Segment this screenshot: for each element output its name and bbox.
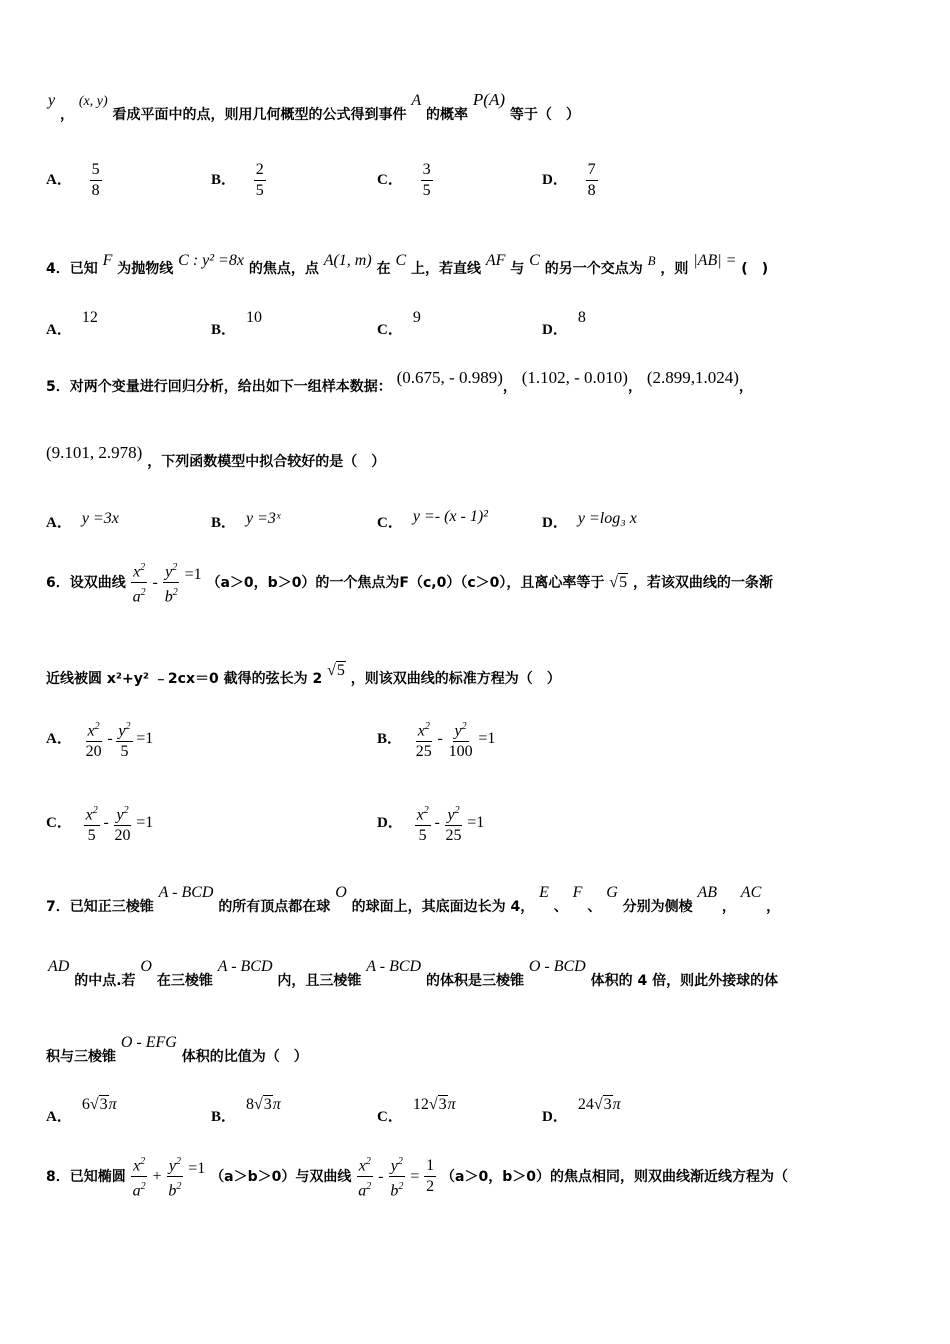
data-point-1: (0.675, - 0.989)	[396, 368, 503, 387]
numerator: $y^2$	[116, 717, 132, 742]
radicand: 3	[263, 1096, 272, 1113]
q7-option-c[interactable]	[377, 1096, 456, 1126]
radicand: 3	[99, 1096, 108, 1113]
denominator: $a^2$	[132, 1181, 146, 1200]
option-value: 10	[246, 309, 263, 326]
option-label: A．	[46, 515, 72, 531]
numerator: $y^2$	[389, 1152, 405, 1177]
option-label: C．	[377, 322, 403, 338]
option-label: B．	[211, 171, 237, 188]
math-event-a: A	[411, 92, 422, 109]
q3-option-a[interactable]	[46, 160, 102, 201]
option-label: C．	[377, 515, 403, 531]
fraction	[254, 160, 266, 201]
denominator: 2	[426, 1178, 435, 1196]
denominator: 5	[120, 743, 129, 761]
comma: ，	[627, 379, 642, 395]
math-parabola: C : y² =8x	[178, 252, 244, 269]
option-label: C．	[377, 171, 403, 188]
q6-text: 近线被圆 x²+y² ﹣2cx＝0 截得的弦长为 2	[46, 671, 323, 687]
pi: π	[612, 1096, 621, 1113]
q7-text: 的所有顶点都在球	[218, 899, 331, 915]
coefficient: 8	[246, 1096, 255, 1113]
q7-stem-line2	[48, 958, 779, 990]
option-label: A．	[46, 322, 72, 338]
minus-sign: -	[152, 573, 158, 591]
sqrt: √3	[428, 1096, 447, 1113]
math-af: AF	[485, 252, 506, 269]
option-label: D．	[542, 515, 568, 531]
minus-sign: -	[434, 814, 440, 832]
q6-text: ，则该双曲线的标准方程为（ ）	[350, 671, 561, 687]
q5-option-c[interactable]	[377, 508, 488, 532]
option-label: D．	[542, 171, 568, 188]
option-label: A．	[46, 1109, 72, 1125]
q7-text: 积与三棱锥	[46, 1049, 116, 1065]
math-o: O	[140, 958, 152, 975]
numerator: 2	[254, 160, 266, 181]
numerator: $x^2$	[86, 717, 102, 742]
q5-stem-line2	[46, 443, 386, 471]
q4-text: 在	[376, 261, 391, 277]
q5-option-a[interactable]	[46, 511, 119, 532]
plus-sign: +	[152, 1167, 162, 1185]
q7-text: 的中点.若	[74, 973, 136, 989]
denominator: 100	[448, 743, 473, 761]
q6-option-c[interactable]	[46, 801, 153, 846]
comma: ，	[502, 379, 517, 395]
q8-text: 8．已知椭圆	[46, 1168, 126, 1185]
option-value	[246, 1096, 281, 1113]
q6-text: （a＞0，b＞0）的一个焦点为F（c,0）（c＞0），且离心率等于	[206, 574, 605, 591]
sqrt: √3	[254, 1096, 272, 1113]
denominator: 5	[418, 827, 427, 845]
q4-text: 与	[510, 261, 525, 277]
q3-option-d[interactable]	[542, 160, 598, 201]
numerator: 7	[586, 160, 598, 181]
q5-text: 5．对两个变量进行回归分析，给出如下一组样本数据：	[46, 379, 392, 395]
pi: π	[272, 1096, 281, 1113]
option-label: D．	[542, 1109, 568, 1125]
equals-one: =1	[188, 1159, 206, 1177]
pi: π	[447, 1096, 456, 1113]
coefficient: 12	[412, 1096, 429, 1113]
q5-option-d[interactable]	[542, 511, 637, 532]
equals-one: =1	[184, 565, 202, 583]
denominator: 25	[415, 743, 432, 761]
q5-stem-line1	[46, 368, 753, 396]
q7-text: 7．已知正三棱锥	[46, 899, 154, 915]
numerator: $x^2$	[415, 801, 431, 826]
q4-option-c[interactable]	[377, 309, 421, 339]
numerator: 3	[421, 160, 433, 181]
q7-text: 、	[553, 899, 568, 915]
math-c: C	[395, 252, 407, 269]
fraction	[84, 717, 104, 762]
option-label: B．	[211, 322, 237, 338]
numerator: $x^2$	[357, 1152, 373, 1177]
comma: ，	[59, 107, 74, 123]
q6-option-d[interactable]	[377, 801, 484, 846]
math-pyramid: A - BCD	[217, 958, 273, 975]
option-label: B．	[211, 515, 237, 531]
fraction-y2-b2	[166, 1152, 183, 1202]
denominator: $b^2$	[164, 587, 178, 606]
option-label: D．	[542, 322, 568, 338]
q6-stem-line2	[46, 662, 561, 688]
numerator: $y^2$	[445, 801, 461, 826]
minus-sign: -	[103, 814, 109, 832]
math-pyramid-o: O - BCD	[528, 958, 586, 975]
q4-text: ，则	[660, 261, 689, 277]
denominator: 8	[587, 182, 596, 199]
q6-option-a[interactable]	[46, 717, 153, 762]
q4-text: ( )	[741, 261, 769, 277]
minus-sign: -	[107, 730, 113, 748]
denominator: $b^2$	[390, 1181, 404, 1200]
math-point-a: A(1, m)	[323, 252, 372, 269]
numerator: $x^2$	[131, 1152, 147, 1177]
fraction-y2-b2	[163, 558, 180, 608]
option-label: A．	[46, 731, 72, 748]
option-label: A．	[46, 171, 72, 188]
option-value: y =log₃ x	[577, 510, 637, 527]
denominator: 25	[445, 827, 462, 845]
equals-one: =1	[478, 730, 496, 748]
fraction	[447, 717, 475, 762]
math-ab: AB	[697, 884, 718, 901]
q7-option-b[interactable]	[211, 1096, 281, 1126]
pi: π	[108, 1096, 117, 1113]
option-value: y =3x	[81, 510, 119, 527]
denominator: 8	[91, 182, 100, 199]
fraction	[415, 801, 431, 846]
equals-one: =1	[136, 814, 154, 832]
denominator: 20	[114, 827, 131, 845]
q7-text: 体积的 4 倍，则此外接球的体	[590, 973, 779, 989]
math-o: O	[335, 884, 347, 901]
denominator: $a^2$	[132, 587, 146, 606]
math-e: E	[539, 884, 549, 901]
fraction-x2-a2	[131, 558, 148, 608]
data-point-4: (9.101, 2.978)	[46, 443, 143, 462]
sqrt: √3	[89, 1096, 108, 1113]
fraction-half	[424, 1156, 436, 1197]
q7-text: 、	[587, 899, 602, 915]
q7-option-d[interactable]	[542, 1096, 621, 1126]
q4-text: 为抛物线	[117, 261, 174, 277]
q5-option-b[interactable]	[211, 511, 280, 532]
numerator: $y^2$	[453, 717, 469, 742]
equals-sign: =	[410, 1167, 420, 1185]
q6-stem-line1	[46, 558, 773, 608]
numerator: $y^2$	[167, 1152, 183, 1177]
q7-text: ，	[721, 899, 736, 915]
fraction	[444, 801, 464, 846]
option-value: 12	[81, 309, 98, 326]
q7-option-a[interactable]	[46, 1096, 117, 1126]
q3-option-c[interactable]	[377, 160, 433, 201]
minus-sign: -	[378, 1167, 384, 1185]
math-ad: AD	[48, 958, 70, 975]
q7-text: 的球面上，其底面边长为 4，	[351, 899, 535, 915]
option-value	[578, 1096, 621, 1113]
equals-one: =1	[136, 730, 154, 748]
q7-stem-line3	[46, 1034, 308, 1066]
numerator: 5	[90, 160, 102, 181]
math-pyramid: A - BCD	[158, 884, 214, 901]
math-pyramid: A - BCD	[366, 958, 422, 975]
q3-stem-line	[48, 90, 580, 124]
q6-text: 6．设双曲线	[46, 574, 126, 591]
math-pyramid-oefg: O - EFG	[120, 1034, 177, 1051]
q8-text: （a＞0，b＞0）的焦点相同，则双曲线渐近线方程为（	[441, 1168, 788, 1185]
math-f: F	[102, 252, 113, 269]
fraction-y2-b2	[388, 1152, 405, 1202]
option-label: C．	[377, 1109, 403, 1125]
data-point-2: (1.102, - 0.010)	[521, 368, 628, 387]
sqrt-5: √5	[327, 662, 345, 679]
numerator: $x^2$	[84, 801, 100, 826]
q7-text: 在三棱锥	[156, 973, 213, 989]
option-value: 8	[577, 309, 586, 326]
q3-option-b[interactable]	[211, 160, 266, 201]
q4-text: 的另一个交点为	[544, 261, 643, 277]
q4-option-a[interactable]	[46, 309, 98, 339]
fraction-x2-a2	[131, 1152, 148, 1202]
fraction	[421, 160, 433, 201]
q7-text: 的体积是三棱锥	[425, 973, 524, 989]
q4-stem	[46, 252, 769, 278]
q4-text: 4．已知	[46, 261, 98, 277]
option-label: D．	[377, 815, 403, 832]
q3-text-3: 等于（ ）	[509, 107, 580, 123]
coefficient: 24	[577, 1096, 594, 1113]
math-g: G	[606, 884, 618, 901]
math-ac: AC	[740, 884, 762, 901]
fraction	[90, 160, 102, 201]
denominator: 5	[422, 182, 431, 199]
option-value	[413, 1096, 456, 1113]
denominator: $b^2$	[168, 1181, 182, 1200]
math-prob: P(A)	[472, 90, 505, 109]
denominator: $a^2$	[358, 1181, 372, 1200]
denominator: 5	[87, 827, 96, 845]
numerator: $x^2$	[416, 717, 432, 742]
numerator: $x^2$	[131, 558, 147, 583]
sqrt: √3	[593, 1096, 612, 1113]
math-point-xy: (x, y)	[78, 94, 108, 109]
option-value: 9	[412, 309, 421, 326]
math-f: F	[572, 884, 583, 901]
q7-stem-line1	[46, 884, 781, 916]
q5-text: ，下列函数模型中拟合较好的是（ ）	[147, 454, 386, 470]
q4-text: 上，若直线	[410, 261, 481, 277]
data-point-3: (2.899,1.024)	[646, 368, 739, 387]
option-value	[82, 1096, 117, 1113]
comma: ，	[738, 379, 753, 395]
q8-stem	[46, 1152, 788, 1202]
math-c: C	[529, 252, 540, 269]
math-y: y	[48, 92, 56, 109]
option-value: y =3ˣ	[246, 510, 281, 527]
q6-option-b[interactable]	[377, 717, 495, 762]
coefficient: 6	[81, 1096, 90, 1113]
math-b: B	[647, 253, 656, 268]
q6-text: ，若该双曲线的一条渐	[632, 574, 773, 591]
fraction	[84, 801, 100, 846]
fraction-x2-a2	[356, 1152, 373, 1202]
radicand: 3	[438, 1096, 447, 1113]
option-label: B．	[211, 1109, 237, 1125]
q4-text: 的焦点，点	[248, 261, 319, 277]
fraction	[586, 160, 598, 201]
denominator: 20	[85, 743, 102, 761]
denominator: 5	[255, 182, 264, 199]
option-label: B．	[377, 731, 403, 748]
q7-text: 内，且三棱锥	[277, 973, 362, 989]
option-label: C．	[46, 815, 72, 832]
fraction	[113, 801, 133, 846]
radicand: 3	[603, 1096, 612, 1113]
q7-text: 分别为侧棱	[622, 899, 693, 915]
equals-one: =1	[467, 814, 485, 832]
q8-text: （a＞b＞0）与双曲线	[210, 1168, 352, 1185]
math-ab-abs: |AB| =	[693, 252, 737, 269]
sqrt-5: √5	[609, 573, 628, 591]
numerator: $y^2$	[114, 801, 130, 826]
q3-text-1: 看成平面中的点，则用几何概型的公式得到事件	[112, 107, 407, 123]
q4-option-d[interactable]	[542, 309, 586, 339]
q7-text: ，	[766, 899, 781, 915]
q7-text: 体积的比值为（ ）	[181, 1049, 308, 1065]
q3-text-2: 的概率	[426, 107, 469, 123]
fraction	[116, 717, 132, 762]
option-value: y =- (x - 1)²	[412, 508, 488, 525]
fraction	[414, 717, 434, 762]
minus-sign: -	[437, 730, 443, 748]
numerator: $y^2$	[163, 558, 179, 583]
numerator: 1	[424, 1156, 436, 1177]
q4-option-b[interactable]	[211, 309, 263, 339]
